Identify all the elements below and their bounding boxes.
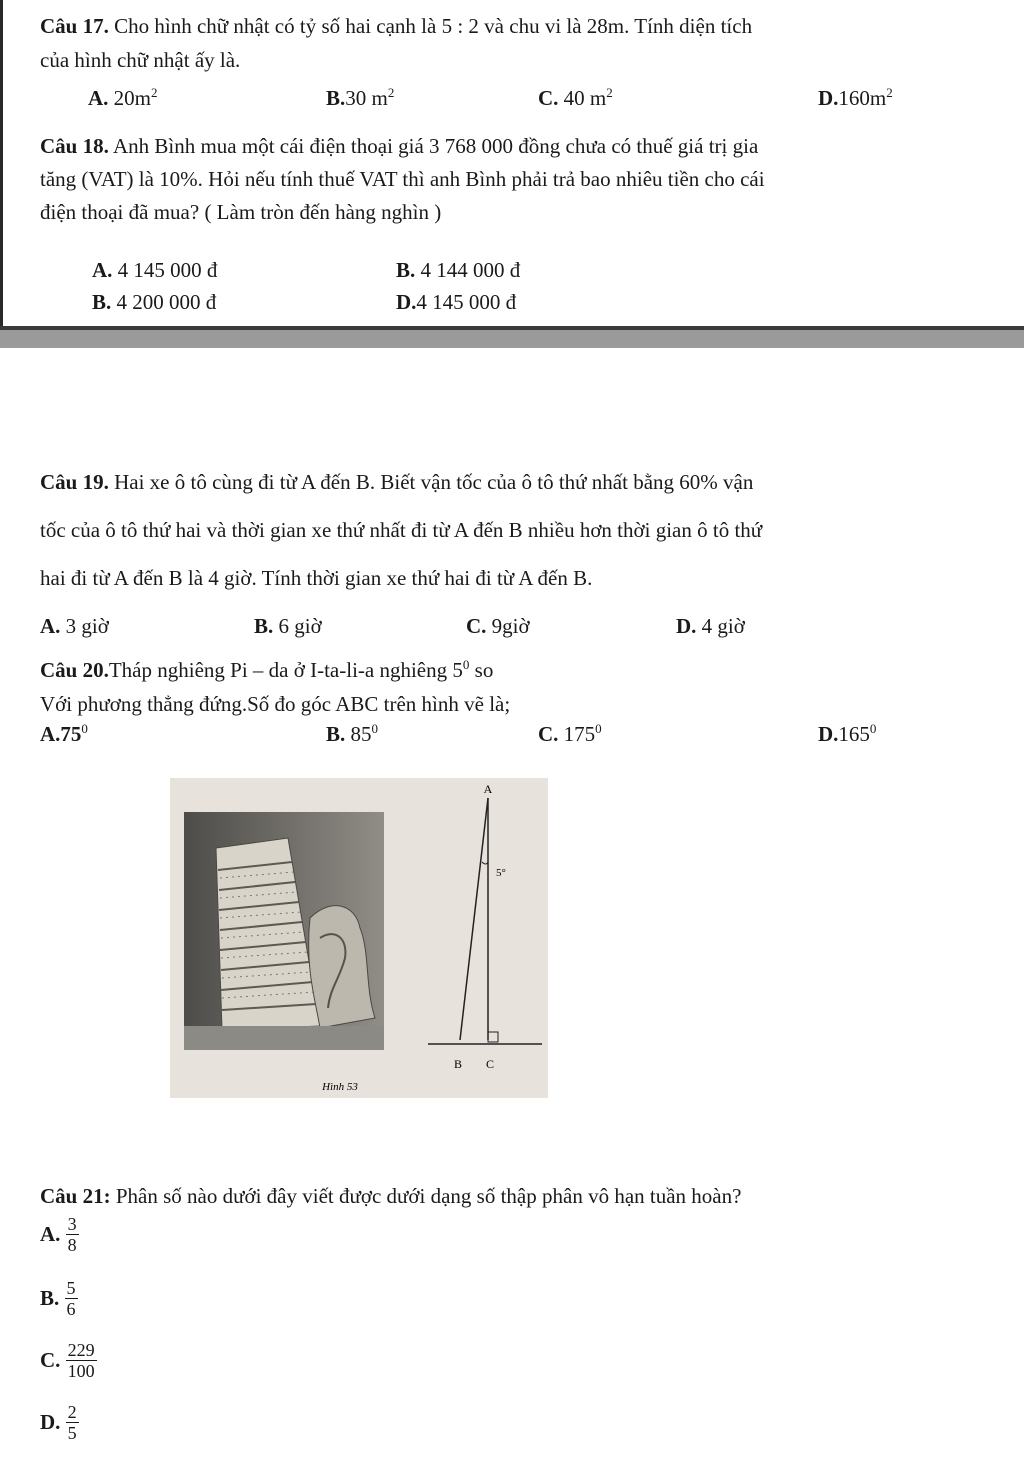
question-17-label: Câu 17. bbox=[40, 14, 109, 38]
question-17-line1 bbox=[40, 10, 752, 42]
question-20-label: Câu 20. bbox=[40, 658, 109, 682]
question-19-line1 bbox=[40, 466, 753, 498]
q19-option-c[interactable]: C. 9giờ bbox=[466, 614, 530, 638]
q19-option-d[interactable]: D. 4 giờ bbox=[676, 614, 745, 638]
q18-option-b[interactable]: B. 4 144 000 đ bbox=[396, 258, 521, 282]
question-17-text2: của hình chữ nhật ấy là. bbox=[40, 48, 241, 72]
angle-arc bbox=[482, 862, 488, 864]
q17-option-c[interactable]: C. 40 $m^2$ bbox=[538, 85, 613, 110]
side-ab bbox=[460, 798, 488, 1040]
q21-option-d[interactable]: D. $\frac{2}{5}$ bbox=[40, 1402, 77, 1443]
q17-option-a[interactable]: A. $20m^2$ bbox=[88, 85, 158, 110]
q21-option-b[interactable]: B. $\frac{5}{6}$ bbox=[40, 1278, 76, 1319]
figure-svg bbox=[170, 778, 548, 1098]
question-19-text3: hai đi từ A đến B là 4 giờ. Tính thời gian xe thứ hai đi từ A đến B. bbox=[40, 566, 593, 590]
fraction-3-8: $\frac{3}{8}$ bbox=[67, 1214, 77, 1255]
question-17-text1: Cho hình chữ nhật có tỷ số hai cạnh là 5 : 2 và chu vi là 28m. Tính diện tích bbox=[114, 14, 753, 38]
question-20-line1: Câu 20.Tháp nghiêng Pi – da ở I-ta-li-a nghiêng $5^0$ so bbox=[40, 657, 494, 682]
question-21-line1 bbox=[40, 1180, 741, 1212]
question-18-text3: điện thoại đã mua? ( Làm tròn đến hàng nghìn ) bbox=[40, 200, 442, 224]
figure-caption: Hình 53 bbox=[322, 1081, 358, 1093]
q19-option-b[interactable]: B. 6 giờ bbox=[254, 614, 322, 638]
question-21-label: Câu 21: bbox=[40, 1184, 111, 1208]
q18-option-a[interactable]: A. 4 145 000 đ bbox=[92, 258, 218, 282]
q20-option-a[interactable]: $A.75^0$ bbox=[40, 721, 88, 746]
point-c-label: C bbox=[485, 1057, 495, 1071]
q19-option-a[interactable]: A. 3 giờ bbox=[40, 614, 109, 638]
point-a-label: A bbox=[483, 782, 493, 796]
fraction-229-100: $\frac{229}{100}$ bbox=[67, 1340, 95, 1381]
q17-option-d[interactable]: $D.160m^2$ bbox=[818, 85, 893, 110]
question-19-text1: Hai xe ô tô cùng đi từ A đến B. Biết vận tốc của ô tô thứ nhất bằng 60% vận bbox=[114, 470, 754, 494]
triangle-diagram bbox=[428, 782, 542, 1071]
q20-option-d[interactable]: D.165$^0$ bbox=[818, 721, 877, 746]
fraction-5-6: $\frac{5}{6}$ bbox=[66, 1278, 76, 1319]
q18-option-d[interactable]: D.4 145 000 đ bbox=[396, 290, 517, 314]
question-18-text2: tăng (VAT) là 10%. Hỏi nếu tính thuế VAT thì anh Bình phải trả bao nhiêu tiền cho cái bbox=[40, 167, 765, 191]
question-18-label: Câu 18. bbox=[40, 134, 109, 158]
right-angle-mark bbox=[488, 1032, 498, 1042]
q20-option-b[interactable]: B. $85^0$ bbox=[326, 721, 379, 746]
question-18-text1: Anh Bình mua một cái điện thoại giá 3 768 000 đồng chưa có thuế giá trị gia bbox=[112, 134, 759, 158]
question-20-text2: Với phương thẳng đứng.Số đo góc ABC trên hình vẽ là; bbox=[40, 692, 511, 716]
question-19-label: Câu 19. bbox=[40, 470, 109, 494]
q21-option-c[interactable]: C. $\frac{229}{100}$ bbox=[40, 1340, 95, 1381]
angle-label: 5° bbox=[496, 867, 506, 879]
question-19-text2: tốc của ô tô thứ hai và thời gian xe thứ nhất đi từ A đến B nhiều hơn thời gian ô tô thứ bbox=[40, 518, 763, 542]
q17-option-b[interactable]: B.30 $m^2$ bbox=[326, 85, 395, 110]
figure-hinh-53 bbox=[170, 778, 548, 1098]
q20-option-c[interactable]: C. $175^0$ bbox=[538, 721, 602, 746]
question-21-text: Phân số nào dưới đây viết được dưới dạng số thập phân vô hạn tuần hoàn? bbox=[115, 1184, 742, 1208]
point-b-label: B bbox=[453, 1057, 463, 1071]
page-border-left bbox=[0, 0, 3, 330]
q21-option-a[interactable]: A. $\frac{3}{8}$ bbox=[40, 1214, 77, 1255]
fraction-2-5: $\frac{2}{5}$ bbox=[67, 1402, 77, 1443]
q18-option-b2[interactable]: B. 4 200 000 đ bbox=[92, 290, 217, 314]
question-18-line1 bbox=[40, 130, 758, 162]
section-divider-band bbox=[0, 330, 1024, 348]
